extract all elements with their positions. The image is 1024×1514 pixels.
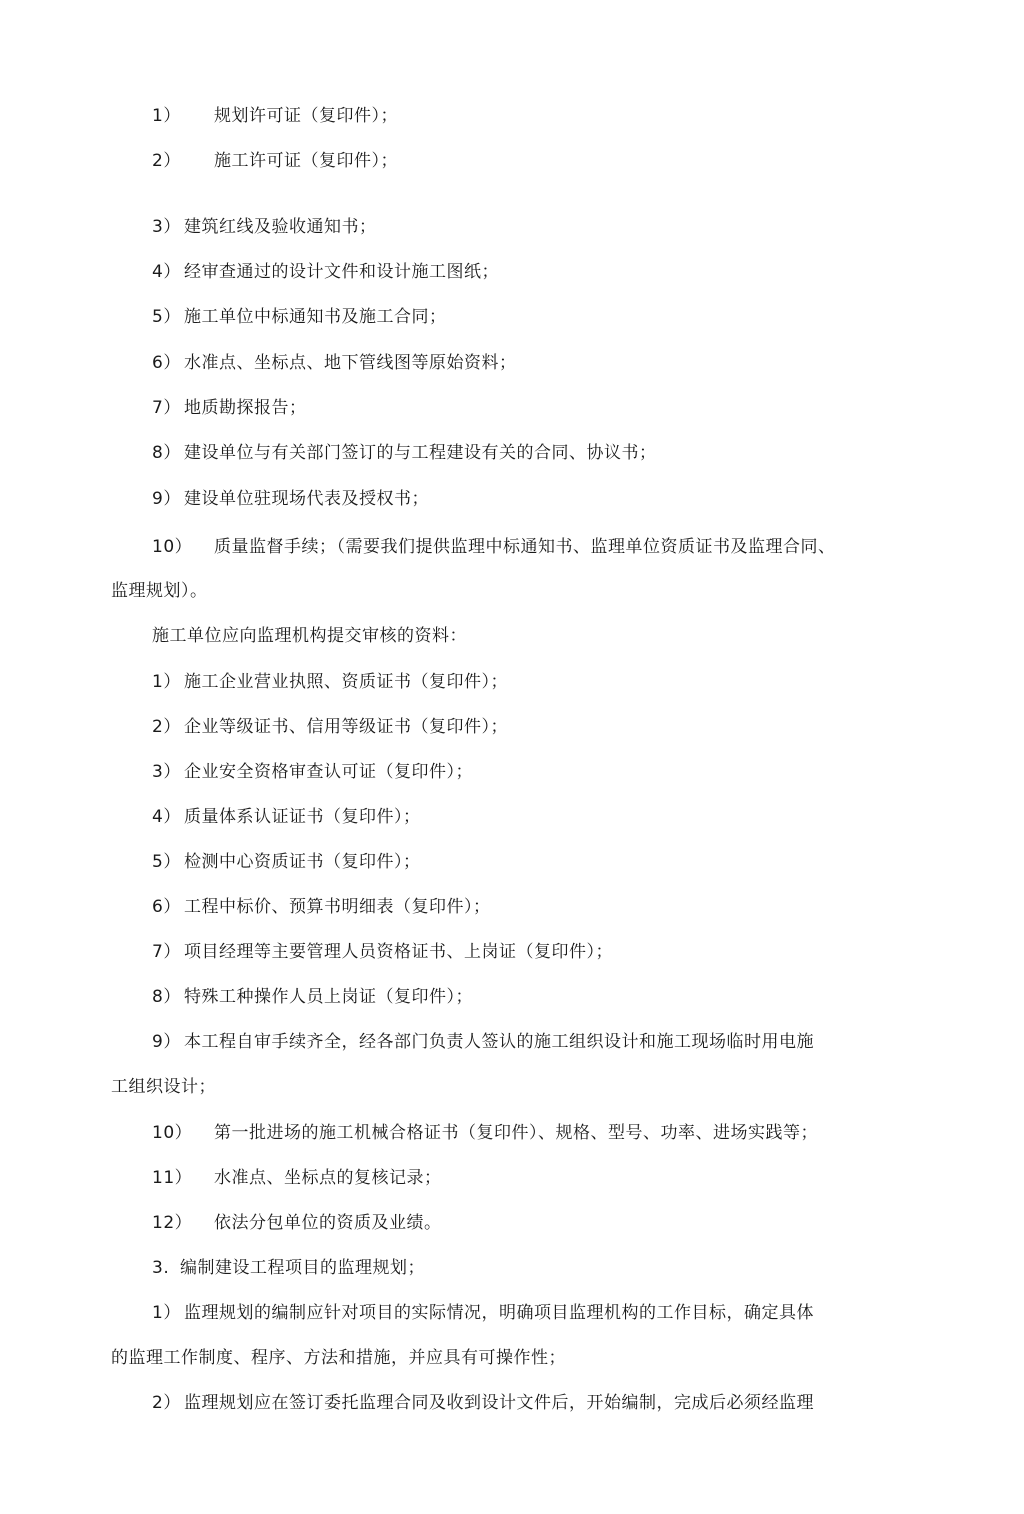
item-text: 编制建设工程项目的监理规划； [180, 1258, 425, 1278]
item-number: 2） [152, 717, 181, 737]
item-text: 水准点、坐标点的复核记录； [214, 1168, 442, 1188]
item-text: 项目经理等主要管理人员资格证书、上岗证（复印件）； [184, 942, 613, 962]
item-number: 2） [152, 151, 181, 171]
item-text: 施工许可证（复印件）； [214, 151, 398, 171]
item-text: 企业安全资格审查认可证（复印件）； [184, 762, 473, 782]
item-text: 质量监督手续；（需要我们提供监理中标通知书、监理单位资质证书及监理合同、 [214, 537, 836, 557]
paragraph-continuation [111, 1076, 216, 1098]
item-number: 2） [152, 1393, 181, 1413]
item-number: 12） [152, 1213, 193, 1233]
item-number: 4） [152, 262, 181, 282]
item-number: 9） [152, 1032, 181, 1052]
item-number: 5） [152, 852, 181, 872]
item-number: 5） [152, 307, 181, 327]
item-text: 建设单位驻现场代表及授权书； [184, 489, 429, 509]
list-item [152, 150, 398, 172]
item-number: 6） [152, 353, 181, 373]
list-item [152, 442, 657, 464]
list-item [152, 716, 508, 738]
list-item [152, 851, 421, 873]
item-text: 依法分包单位的资质及业绩。 [214, 1213, 442, 1233]
item-number: 1） [152, 1303, 181, 1323]
list-item [152, 488, 429, 510]
item-number: 10） [152, 1123, 193, 1143]
list-item [152, 261, 499, 283]
list-item [152, 806, 421, 828]
item-number: 1） [152, 106, 181, 126]
list-item [152, 1122, 818, 1144]
item-text: 施工单位中标通知书及施工合同； [184, 307, 447, 327]
paragraph-continuation [111, 1347, 566, 1369]
item-text: 监理规划的编制应针对项目的实际情况，明确项目监理机构的工作目标，确定具体 [184, 1303, 814, 1323]
item-text: 地质勘探报告； [184, 398, 307, 418]
list-item [152, 761, 473, 783]
list-item [152, 1031, 814, 1053]
item-number: 8） [152, 987, 181, 1007]
list-item [152, 397, 307, 419]
item-number: 7） [152, 942, 181, 962]
list-item [152, 216, 377, 238]
section-heading [152, 1257, 425, 1279]
item-text: 本工程自审手续齐全，经各部门负责人签认的施工组织设计和施工现场临时用电施 [184, 1032, 814, 1052]
list-item [152, 1167, 442, 1189]
item-text: 经审查通过的设计文件和设计施工图纸； [184, 262, 499, 282]
item-text: 企业等级证书、信用等级证书（复印件）； [184, 717, 508, 737]
list-item [152, 536, 836, 558]
item-text: 质量体系认证证书（复印件）； [184, 807, 421, 827]
item-number: 9） [152, 489, 181, 509]
section-paragraph [152, 625, 467, 647]
item-number: 7） [152, 398, 181, 418]
item-text: 工组织设计； [111, 1077, 216, 1097]
item-text: 规划许可证（复印件）； [214, 106, 398, 126]
item-number: 6） [152, 897, 181, 917]
item-text: 建设单位与有关部门签订的与工程建设有关的合同、协议书； [184, 443, 657, 463]
item-number: 3） [152, 217, 181, 237]
item-number: 8） [152, 443, 181, 463]
item-text: 监理规划）。 [111, 581, 208, 601]
list-item [152, 1392, 814, 1414]
item-number: 10） [152, 537, 193, 557]
item-text: 施工企业营业执照、资质证书（复印件）； [184, 672, 508, 692]
item-text: 检测中心资质证书（复印件）； [184, 852, 421, 872]
list-item [152, 105, 398, 127]
list-item [152, 896, 491, 918]
list-item [152, 306, 447, 328]
list-item [152, 986, 473, 1008]
list-item [152, 941, 613, 963]
list-item [152, 352, 517, 374]
item-number: 11） [152, 1168, 193, 1188]
item-text: 的监理工作制度、程序、方法和措施，并应具有可操作性； [111, 1348, 566, 1368]
item-text: 水准点、坐标点、地下管线图等原始资料； [184, 353, 517, 373]
item-number: 1） [152, 672, 181, 692]
item-text: 工程中标价、预算书明细表（复印件）； [184, 897, 491, 917]
item-text: 监理规划应在签订委托监理合同及收到设计文件后，开始编制，完成后必须经监理 [184, 1393, 814, 1413]
list-item [152, 671, 508, 693]
item-text: 特殊工种操作人员上岗证（复印件）； [184, 987, 473, 1007]
item-number: 3） [152, 762, 181, 782]
list-item [152, 1212, 442, 1234]
item-text: 施工单位应向监理机构提交审核的资料： [152, 626, 467, 646]
item-number: 4） [152, 807, 181, 827]
section-number: 3. [152, 1258, 170, 1278]
paragraph-continuation [111, 580, 208, 602]
item-text: 建筑红线及验收通知书； [184, 217, 377, 237]
list-item [152, 1302, 814, 1324]
item-text: 第一批进场的施工机械合格证书（复印件）、规格、型号、功率、进场实践等； [214, 1123, 818, 1143]
